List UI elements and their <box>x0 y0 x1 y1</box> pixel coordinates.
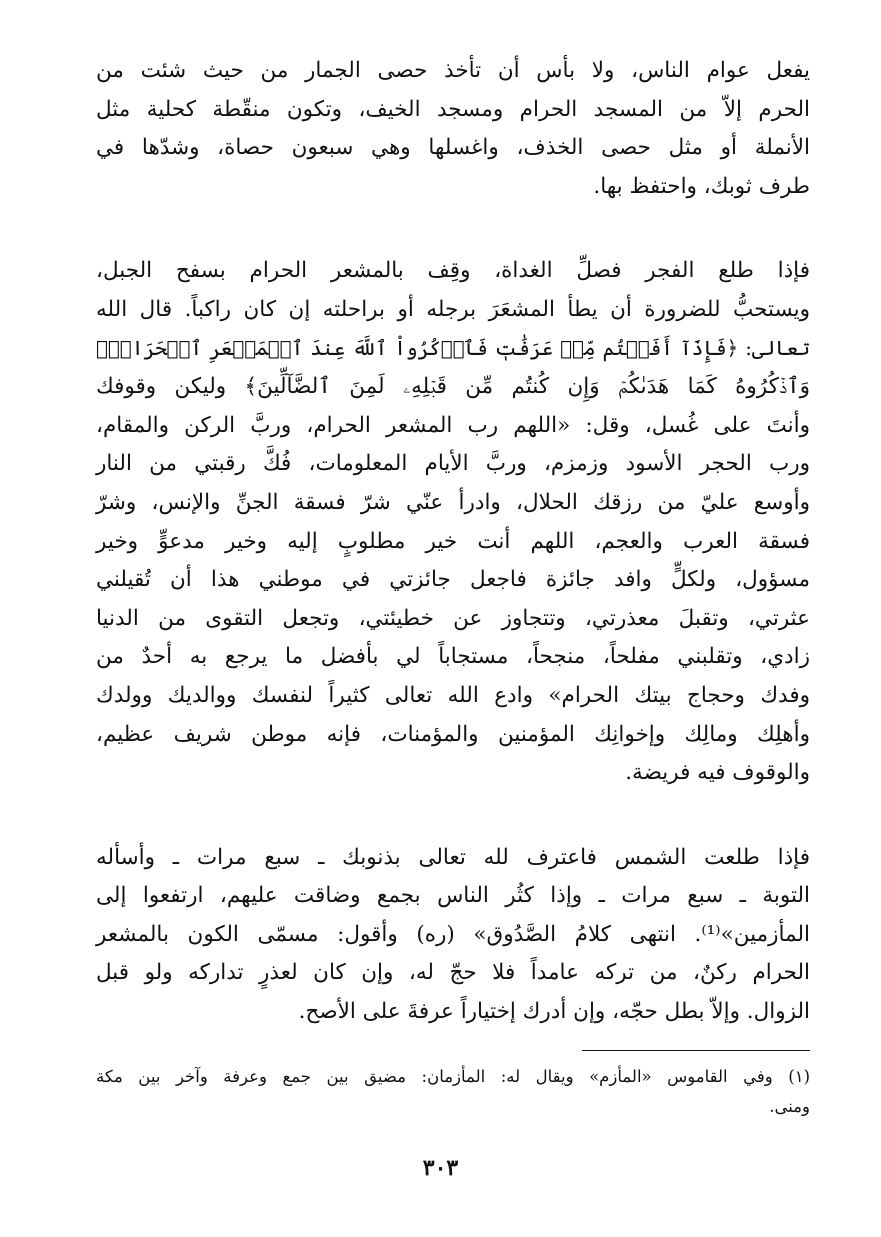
paragraph-pebbles <box>96 52 810 206</box>
quran-verse-line: وَٱذۡكُرُوهُ كَمَا هَدَىٰكُمۡ وَإِن كُنتُم مِّن قَبۡلِهِۦ لَمِنَ ٱلضَّآلِّينَ﴾ وليكن وقوفك <box>96 374 810 400</box>
text-line: الحرام ركنٌ، من تركه عامداً فلا حجّ له، وإن كان لعذرٍ تداركه ولو قبل <box>96 960 810 986</box>
text-line: الأنملة أو مثل حصى الخذف، واغسلها وهي سبعون حصاة، وشدّها في <box>96 135 810 161</box>
paragraph-mashar <box>96 252 810 792</box>
text-line: التوبة ـ سبع مرات ـ وإذا كثُر الناس بجمع وضاقت عليهم، ارتفعوا إلى <box>96 883 810 909</box>
footnote <box>96 1062 810 1122</box>
text-line: عثرتي، وتقبلَ معذرتي، وتتجاوز عن خطيئتي، وتجعل التقوى من الدنيا <box>96 605 810 631</box>
text-line: وفدك وحجاج بيتك الحرام» وادع الله تعالى كثيراً لنفسك ووالديك وولدك <box>96 682 810 708</box>
text-line: طرف ثوبك، واحتفظ بها. <box>593 173 810 199</box>
text-line: ورب الحجر الأسود وزمزم، وربَّ الأيام المعلومات، فُكَّ رقبتي من النار <box>96 451 810 477</box>
text-line: فسقة العرب والعجم، اللهم أنت خير مطلوبٍ إليه وخير مدعوٍّ وخير <box>96 528 810 554</box>
text-line: زادي، وتقلبني مفلحاً، منجحاً، مستجاباً لي بأفضل ما يرجع به أحدٌ من <box>96 644 810 670</box>
text-line: وأوسع عليّ من رزقك الحلال، وادرأ عنّي شرّ فسقة الجنِّ والإنس، وشرّ <box>96 489 810 515</box>
text-line: ويستحبُّ للضرورة أن يطأ المشعَرَ برجله أو براحلته إن كان راكباً. قال الله <box>96 296 810 322</box>
quran-verse-line: تعالى: ﴿فَإِذَآ أَفَضۡتُم مِّنۡ عَرَفَٰتٖ فَٱذۡكُرُواْ ٱللَّهَ عِندَ ٱلۡمَشۡعَرِ ٱلۡحَرَامِۖ <box>96 336 811 360</box>
text-line: المأزمين»⁽¹⁾. انتهى كلامُ الصَّدُوق» (ره) وأقول: مسمّى الكون بالمشعر <box>96 921 810 947</box>
footnote-line: (١) وفي القاموس «المأزم» ويقال له: المأزمان: مضيق بين جمع وعرفة وآخر بين مكة <box>96 1067 810 1086</box>
text-line: يفعل عوام الناس، ولا بأس أن تأخذ حصى الجمار من حيث شئت من <box>96 58 810 83</box>
footnote-divider <box>582 1050 810 1051</box>
footnote-line: ومنى. <box>769 1097 810 1116</box>
text-line: والوقوف فيه فريضة. <box>625 760 810 786</box>
text-line: مسؤول، ولكلٍّ وافد جائزة فاجعل جائزتي في موطني هذا أن تُقيلني <box>96 567 810 593</box>
book-page <box>96 38 810 1218</box>
text-line: فإذا طلعت الشمس فاعترف لله تعالى بذنوبك ـ سبع مرات ـ وأسأله <box>96 844 810 870</box>
paragraph-sunrise <box>96 839 810 1032</box>
text-line: فإذا طلع الفجر فصلِّ الغداة، وقِف بالمشعر الحرام بسفح الجبل، <box>96 258 810 284</box>
text-line: وأنتَ على غُسل، وقل: «اللهم رب المشعر الحرام، وربَّ الركن والمقام، <box>96 412 810 438</box>
text-line: الحرم إلاّ من المسجد الحرام ومسجد الخيف، وتكون منقّطة كحلية مثل <box>96 96 810 122</box>
page-number: ٣٠٣ <box>422 1155 459 1181</box>
text-line: وأهلِك ومالِك وإخوانِك المؤمنين والمؤمنات، فإنه موطن شريف عظيم، <box>96 721 810 747</box>
text-line: الزوال. وإلاّ بطل حجّه، وإن أدرك إختياراً عرفةَ على الأصح. <box>298 999 810 1025</box>
